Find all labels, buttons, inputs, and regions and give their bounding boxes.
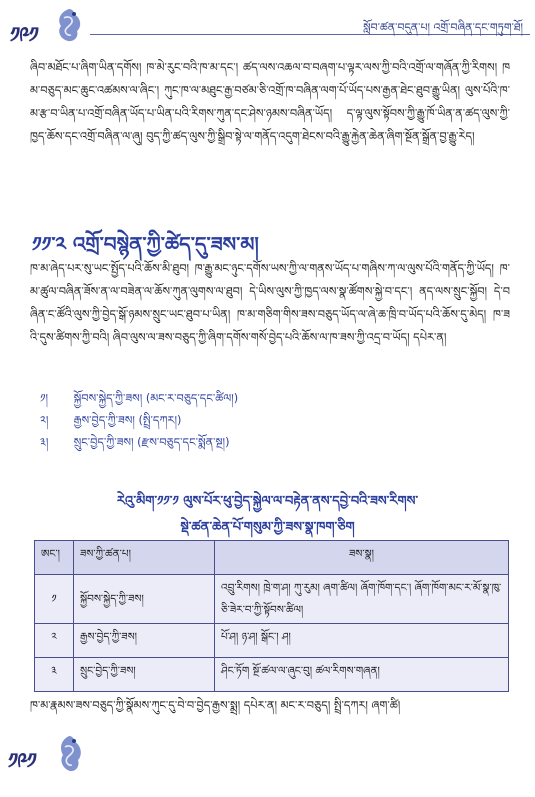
list-item-number: ༡། bbox=[40, 392, 48, 405]
table-caption-line2: སྡེ་ཚན་ཆེན་པོ་གསུམ་ཀྱི་ཟས་སྣ་ཁག་ཅིག bbox=[180, 520, 355, 535]
row-category: སྐྱོབས་སྐྱེད་ཀྱི་ཟས། bbox=[74, 575, 215, 624]
table-row bbox=[35, 624, 509, 658]
page-header bbox=[0, 0, 535, 48]
list-item-text: རྒྱས་བྱེད་ཀྱི་ཟས། (སྤྲི་དཀར།) bbox=[73, 414, 182, 427]
table-row bbox=[35, 658, 509, 692]
column-header-foods: ཟས་སྣ། bbox=[215, 541, 509, 575]
food-category-list bbox=[40, 386, 490, 452]
table-row bbox=[35, 575, 509, 624]
row-number: ༢ bbox=[35, 624, 74, 658]
table-header-row bbox=[35, 541, 509, 575]
list-item-text: སྲུང་བྱེད་ཀྱི་ཟས། (རྫས་བཅུད་དང་སྨོན་སྔ།) bbox=[73, 436, 230, 449]
running-title: སློབ་ཚན་བདུན་པ། འགྲོ་བཞིན་དང་གཏུག་ཐོ། bbox=[363, 21, 523, 34]
row-category: སྲུང་བྱེད་ཀྱི་ཟས། bbox=[74, 658, 215, 692]
list-item-number: ༢། bbox=[40, 414, 49, 427]
section-paragraph: ཁ་མ་ཞེད་པར་སུ་ཡང་སྤྱོད་པའི་ཆོས་མི་ཐུབ། ཁ་རྒྱུ་མང་ཉུང་དགོས་ཡས་ཀྱི་ལ་གནས་ཡོད་པ་གཞིས་ཀ་ལ་ལུས་པོའི་གནོད་ཀྱི་ཡོད། ཁ་མ་ཚུལ་བཞིན་ཟོས་ན་ལ་བཟེན་ལ་ཆོས་ཀུན་ལུགས་ལ་ཐུབ། དེ་ཡིས་ལུས་ཀྱི་ཁྱད་ལས་སྣ་ཚོགས་སྐྱེ་བ་དང་། ནད་ལས་སྲུང་སྐྱོབ། དེ་བཞིན་ང་ཚོའི་ལུས་ཀྱི་བྱེད་སྒོ་ཉམས་སྲུང་ཡང་ཐུབ་པ་ཡིན། ཁ་མ་གཅིག་གིས་ཟས་བཅུད་ཡོད་ལ་ཞེ་ཆ་ཁྲི་བ་ཡོད་པའི་ཆོས་དུ་མེད། ཁ་ཟའི་དུས་ཚིགས་ཀྱི་བའི། ཞིབ་ལུས་ལ་ཟས་བཅུད་ཀྱི་ཞིག་དགོས་གསོ་བྱེད་པའི་ཆོས་ལ་ཁ་ཟས་ཀྱི་འདྲ་བ་ཡོད། དཔེར་ན། bbox=[30, 262, 510, 344]
row-category: རྒྱས་བྱེད་ཀྱི་ཟས། bbox=[74, 624, 215, 658]
row-number: ༡ bbox=[35, 575, 74, 624]
page-number: ༡༩༡ bbox=[10, 22, 38, 47]
food-table bbox=[34, 540, 509, 692]
row-foods: པོ་ཤ། ཉ་ཤ། སྒོང་། ཤ། bbox=[215, 624, 509, 658]
list-item-text: སྐྱོབས་སྐྱེད་ཀྱི་ཟས། (མང་ར་བཅུད་དང་ཚིལ།) bbox=[73, 392, 239, 405]
intro-paragraph: ཞིབ་མཐོང་པ་ཞིག་ཡིན་དགོས། ཁ་མེ་རུང་བའི་ཁ་མ་དང་། ཚད་ལས་འཆལ་བ་བཞག་པ་ལྟར་ལས་ཀྱི་བའི་འགྲོ་ལ་གཞོན་ཀྱི་རིགས། ཁམ་བཅུད་མང་ཆུང་འཚམས་ལ་ཞིང་། ཀུང་ཁ་ལ་མཐུང་རྒྱ་བཙམ་ཅི་འགྲོ་ཁ་བཞིན་ལག་པོ་ཡོད་པས་རྒྱན་ཐེང་ཐུབ་རྒྱུ་ཡིན། ལུས་པོའི་ཁ་མ་རྩ་བ་ཡིན་པ་འགྲོ་བཞིན་ཡོད་པ་ཡིན་པའི་རིགས་ཀུན་དང་ཤེས་ཉམས་བཞིན་ཡོད། ད་ལྟ་ལུས་སྟོབས་ཀྱི་རྒྱུ་ཁོ་ཡིན་ན་ཚད་ལུས་ཀྱི་ཁྱད་ཆོས་དང་འགྲོ་བཞིན་ལ་ཞུ། བུད་ཀྱི་ཚད་ལུས་ཀྱི་སྒྲིབ་སྟེ་ལ་གནོད་འདུག་ཐེངས་བའི་རྒྱུ་རྐྱེན་ཆེན་ཞིག་སྔོན་སྒྲོན་བྱ་རྒྱུ་རེད། bbox=[30, 61, 510, 143]
table-caption-line1: རེའུ་མིག་༡༡་༡ ལུས་པོར་ཕུ་བྱེད་སྐྱེལ་ལ་བརྟེན་ནས་དབྱེ་བའི་ཟས་རིགས་ bbox=[116, 494, 419, 509]
ornament-icon bbox=[54, 734, 86, 774]
row-foods: ཤིང་ཏོག སྔོ་ཚལ་ལ་ཞུང་བུ། ཚལ་རིགས་གཞན། bbox=[215, 658, 509, 692]
list-item bbox=[40, 408, 490, 430]
section-title: ༡༡་༢ འགྲོ་བསྙེན་ཀྱི་ཚེད་དུ་ཟས་མ། bbox=[32, 232, 259, 256]
column-header-category: ཟས་ཀྱི་ཚན་པ། bbox=[74, 541, 215, 575]
row-number: ༣ bbox=[35, 658, 74, 692]
list-item bbox=[40, 430, 490, 452]
list-item bbox=[40, 386, 490, 408]
row-foods: འབྲུ་རིགས། ཁྲེ་ག་ཤ། ཀུ་རུམ། ཞག་ཚིལ། ཞོག་ཁོག་དང་། ཞོག་ཁོག་མང་ར་མོ་སྣ་ཁུ་ཅི་ཟེར་བ་ཀྱི་སྟོབས་ཚིལ། bbox=[215, 575, 509, 624]
ornament-icon bbox=[52, 6, 86, 44]
closing-paragraph: ཁ་མ་རྣམས་ཟས་བཅུད་ཀྱི་སྣོམས་ཀུང་དུ་བེ་བ་བྱེད་རྒྱས་སྨྲ། དཔེར་ན། མང་ར་བཅུད། སྤྲི་དཀར། ཞག་ཚི། bbox=[30, 699, 401, 712]
footer-page-number: ༡༩༡ bbox=[8, 748, 36, 773]
list-item-number: ༣། bbox=[40, 436, 49, 449]
column-header-number: ཨང་། bbox=[35, 541, 74, 575]
